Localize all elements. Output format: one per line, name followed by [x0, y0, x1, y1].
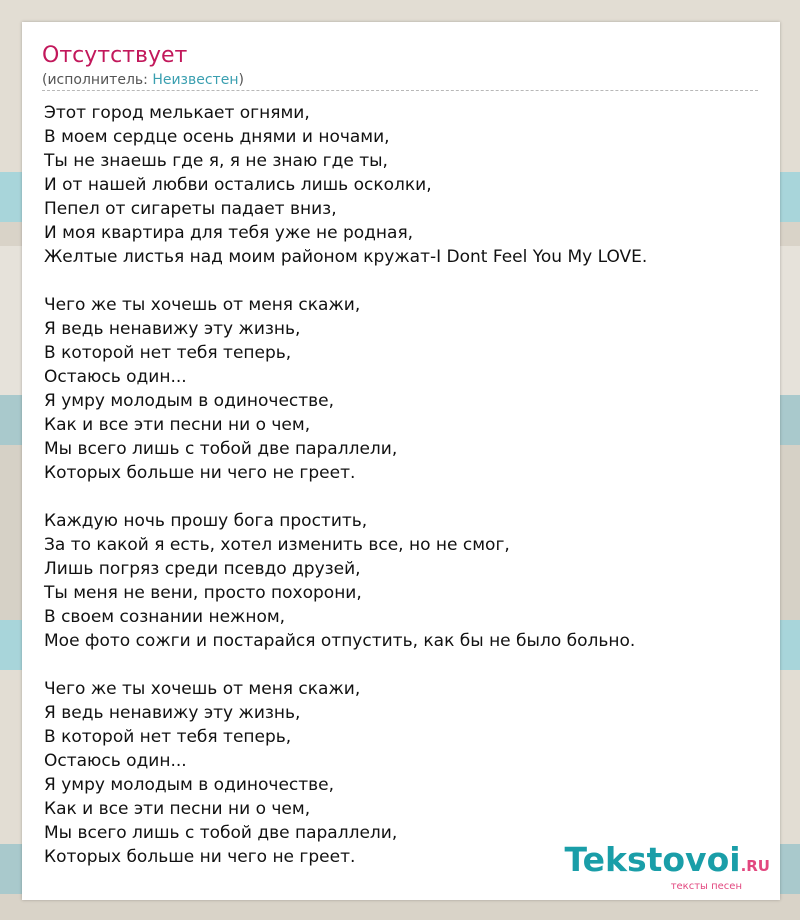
song-title: Отсутствует — [42, 43, 188, 68]
lyric-line: Я ведь ненавижу эту жизнь, — [44, 703, 301, 723]
site-logo — [565, 842, 770, 892]
lyric-line: В которой нет тебя теперь, — [44, 727, 292, 747]
lyric-line: Мы всего лишь с тобой две параллели, — [44, 439, 398, 459]
lyric-line: Пепел от сигареты падает вниз, — [44, 199, 337, 219]
lyric-line: Чего же ты хочешь от меня скажи, — [44, 295, 361, 315]
lyric-line: В которой нет тебя теперь, — [44, 343, 292, 363]
logo-brand: Tekstovoi — [564, 840, 741, 879]
lyric-line: Чего же ты хочешь от меня скажи, — [44, 679, 361, 699]
stanza — [44, 101, 774, 269]
stanza-gap — [44, 485, 774, 509]
lyric-line: Я умру молодым в одиночестве, — [44, 391, 335, 411]
lyric-line: Остаюсь один... — [44, 751, 187, 771]
lyric-line: В моем сердце осень днями и ночами, — [44, 127, 390, 147]
lyric-line: Лишь погряз среди псевдо друзей, — [44, 559, 361, 579]
stanza-gap — [44, 269, 774, 293]
title-divider — [42, 90, 758, 91]
lyrics-text — [44, 101, 774, 869]
lyric-line: В своем сознании нежном, — [44, 607, 286, 627]
lyric-line: Которых больше ни чего не греет. — [44, 463, 356, 483]
lyric-line: Остаюсь один... — [44, 367, 187, 387]
logo-tagline: тексты песен — [670, 881, 742, 892]
lyric-line: Я умру молодым в одиночестве, — [44, 775, 335, 795]
lyric-line: И от нашей любви остались лишь осколки, — [44, 175, 432, 195]
artist-prefix: (исполнитель: — [42, 72, 153, 88]
artist-suffix: ) — [238, 72, 244, 88]
lyric-line: Которых больше ни чего не греет. — [44, 847, 356, 867]
stanza — [44, 293, 774, 485]
lyric-line: Мы всего лишь с тобой две параллели, — [44, 823, 398, 843]
lyric-line: За то какой я есть, хотел изменить все, но не смог, — [44, 535, 510, 555]
lyrics-card — [22, 22, 780, 900]
lyric-line: Этот город мелькает огнями, — [44, 103, 310, 123]
logo-wordmark — [565, 842, 770, 884]
lyric-line: Ты меня не вени, просто похорони, — [44, 583, 362, 603]
lyric-line: И моя квартира для тебя уже не родная, — [44, 223, 414, 243]
artist-link[interactable]: Неизвестен — [152, 72, 239, 88]
lyric-line: Как и все эти песни ни о чем, — [44, 415, 311, 435]
stanza-gap — [44, 653, 774, 677]
lyric-line: Желтые листья над моим районом кружат-I Dont Feel You My LOVE. — [44, 247, 648, 267]
logo-tld: .RU — [740, 857, 770, 875]
lyric-line: Мое фото сожги и постарайся отпустить, как бы не было больно. — [44, 631, 636, 651]
lyric-line: Ты не знаешь где я, я не знаю где ты, — [44, 151, 388, 171]
lyric-line: Каждую ночь прошу бога простить, — [44, 511, 368, 531]
lyric-line: Я ведь ненавижу эту жизнь, — [44, 319, 301, 339]
artist-line — [42, 71, 244, 89]
lyric-line: Как и все эти песни ни о чем, — [44, 799, 311, 819]
stanza — [44, 509, 774, 653]
